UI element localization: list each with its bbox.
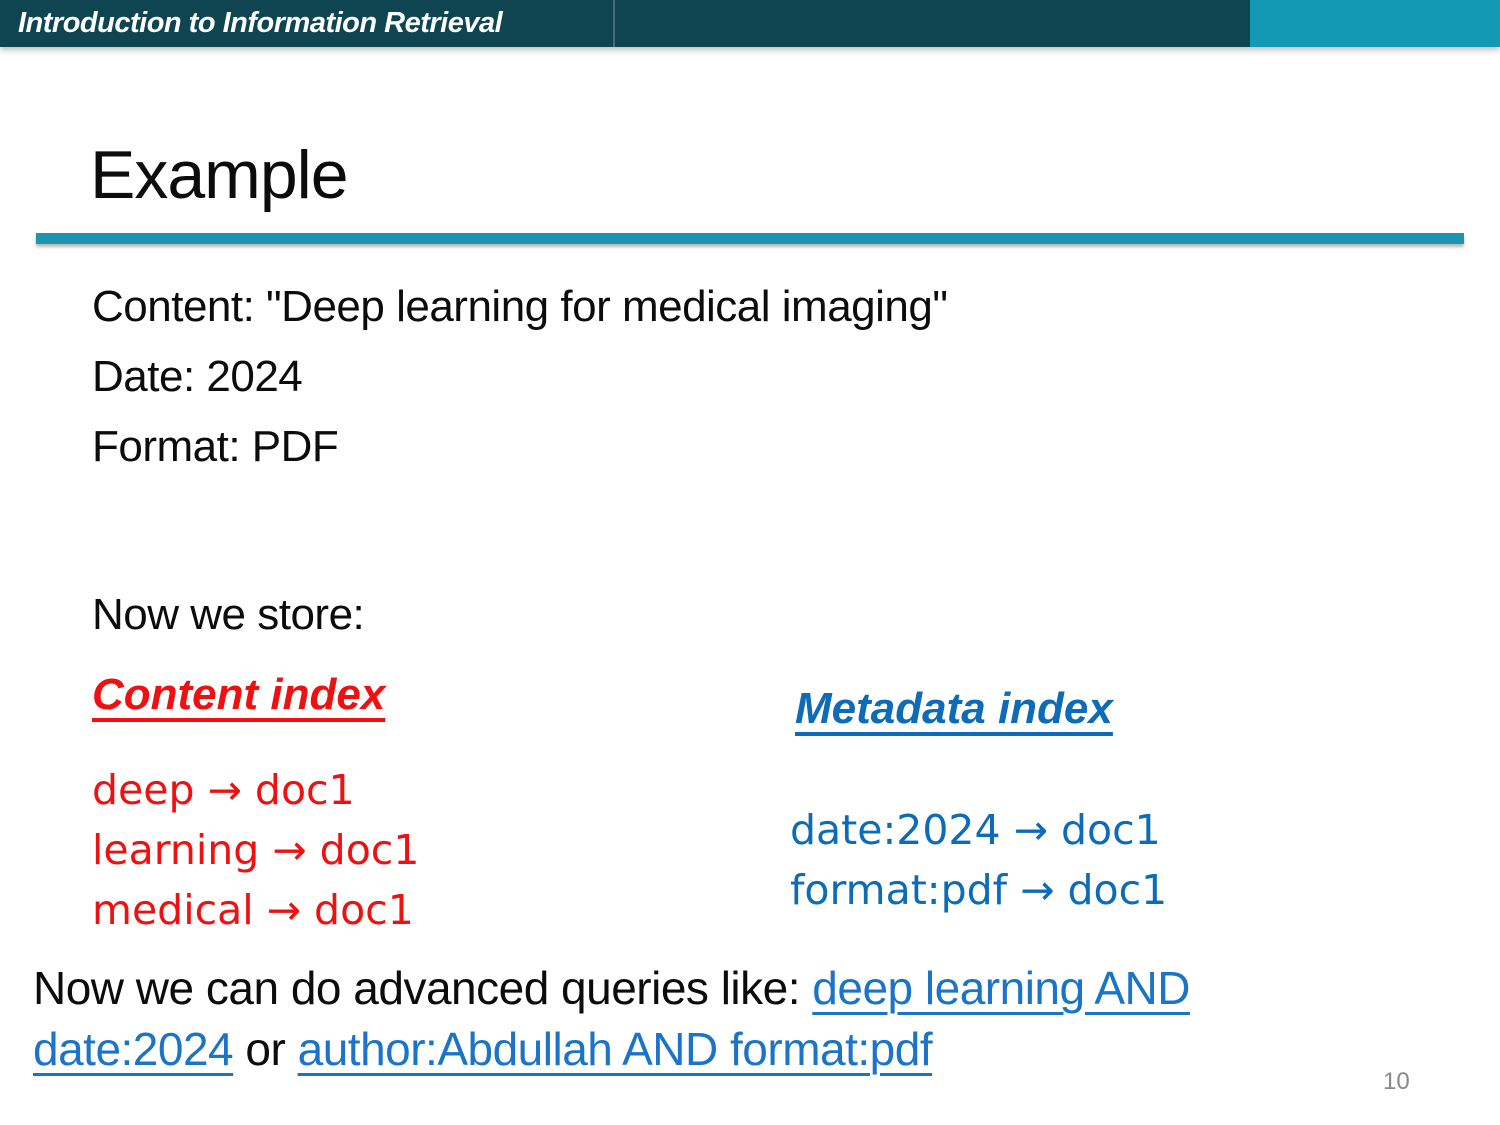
query-link-1-continuation[interactable]: date:2024 [33,1023,234,1075]
query-link-1[interactable]: deep learning AND [812,962,1190,1014]
store-intro-label: Now we store: [92,590,365,639]
metadata-index-entry: format:pdf → doc1 [790,866,1168,914]
metadata-index-list [790,800,1167,920]
content-index-entry: learning → doc1 [92,826,420,874]
footer-note-line-1 [33,958,1473,1019]
footer-note-intro: Now we can do advanced queries like: [33,962,813,1014]
header-course-title: Introduction to Information Retrieval [18,7,503,39]
document-field-content: Content: "Deep learning for medical imaging" [92,282,948,331]
query-link-2[interactable]: author:Abdullah AND format:pdf [297,1023,933,1075]
header-accent-block [1250,0,1500,47]
page-title: Example [90,137,348,213]
document-field-format: Format: PDF [92,422,339,471]
footer-note-connector: or [233,1023,298,1075]
metadata-index-entry: date:2024 → doc1 [790,806,1161,854]
footer-note [33,958,1473,1080]
content-index-entry: deep → doc1 [92,766,355,814]
document-field-date: Date: 2024 [92,352,303,401]
content-index-entry: medical → doc1 [92,886,414,934]
content-index-list [92,760,419,940]
document-fields [92,276,948,486]
header-divider [613,0,615,47]
content-index-heading: Content index [92,670,386,719]
metadata-index-heading: Metadata index [795,684,1113,733]
footer-note-line-2 [33,1019,1473,1080]
title-underline-rule [36,233,1464,244]
page-number: 10 [1383,1068,1410,1095]
header-bar [0,0,1500,47]
